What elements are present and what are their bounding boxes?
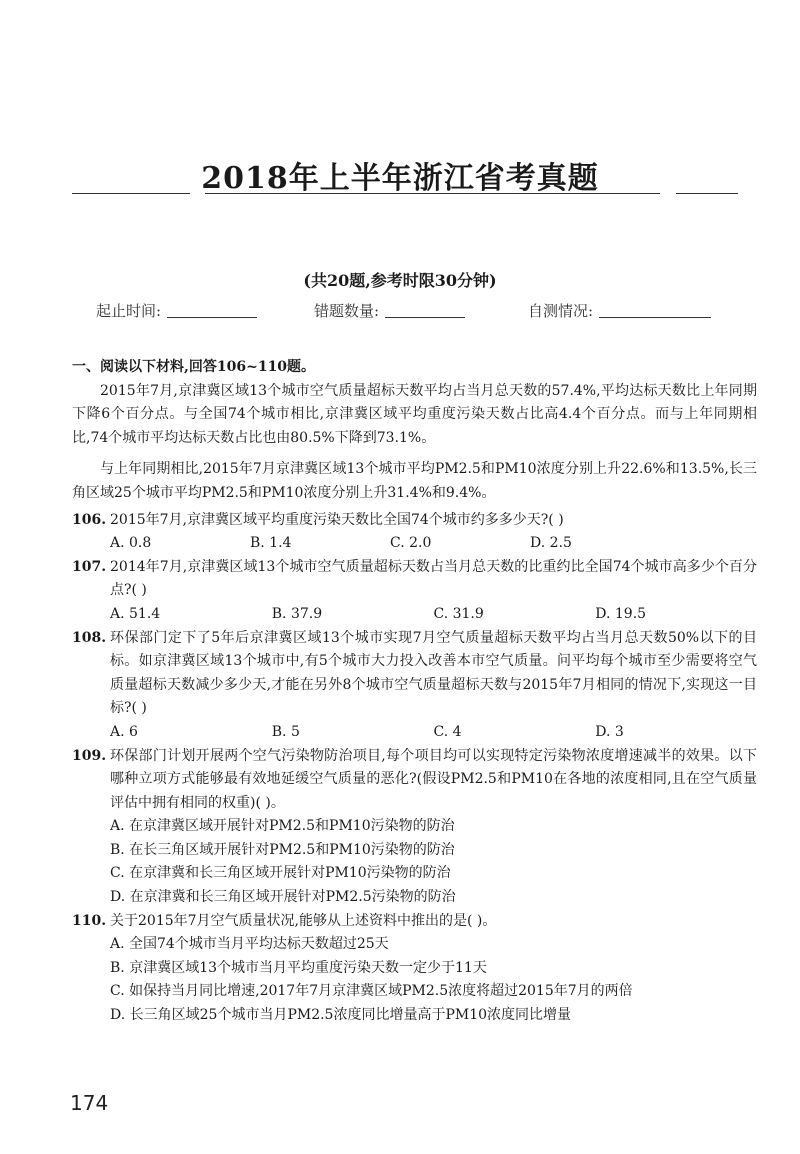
- question-text: 环保部门定下了5年后京津冀区域13个城市实现7月空气质量超标天数平均占当月总天数50%以下的目标。如京津冀区域13个城市中,有5个城市大力投入改善本市空气质量。问平均每个城市至少需要将空气质量超标天数减少多少天,才能在另外8个城市空气质量超标天数与2015年7月相同的情况下,实现这一目标?( ): [110, 629, 757, 717]
- question-text: 关于2015年7月空气质量状况,能够从上述资料中推出的是( )。: [110, 912, 497, 929]
- option-c[interactable]: C. 如保持当月同比增速,2017年7月京津冀区域PM2.5浓度将超过2015年7月的两倍: [110, 983, 633, 1000]
- question-number: 108.: [72, 629, 107, 646]
- option-c[interactable]: C. 4: [433, 723, 462, 740]
- option-row: [72, 532, 757, 556]
- option-list: [72, 815, 757, 909]
- option-a[interactable]: A. 在京津冀区域开展针对PM2.5和PM10污染物的防治: [110, 818, 455, 835]
- self-eval-blank: [599, 317, 711, 318]
- question-110: [72, 910, 757, 1028]
- option-b[interactable]: B. 京津冀区域13个城市当月平均重度污染天数一定少于11天: [110, 959, 487, 976]
- option-b[interactable]: B. 37.9: [271, 605, 323, 622]
- question-text: 2015年7月,京津冀区域平均重度污染天数比全国74个城市约多多少天?( ): [110, 511, 564, 528]
- option-b[interactable]: B. 在长三角区域开展针对PM2.5和PM10污染物的防治: [110, 841, 455, 858]
- option-a[interactable]: A. 0.8: [110, 535, 152, 552]
- option-c[interactable]: C. 2.0: [390, 535, 432, 552]
- question-108: [72, 627, 757, 745]
- material-paragraph: 2015年7月,京津冀区域13个城市空气质量超标天数平均占当月总天数的57.4%,平均达标天数比上年同期下降6个百分点。与全国74个城市相比,京津冀区域平均重度污染天数占比高4.4个百分点。而与上年同期相比,74个城市平均达标天数占比也由80.5%下降到73.1%。: [72, 382, 757, 446]
- start-time-blank: [167, 317, 257, 318]
- error-count-label: 错题数量:: [314, 302, 380, 320]
- question-content: [72, 356, 757, 1028]
- option-a[interactable]: A. 51.4: [110, 605, 161, 622]
- option-b[interactable]: B. 5: [271, 723, 300, 740]
- start-time-field: [96, 300, 257, 321]
- option-d[interactable]: D. 19.5: [595, 605, 647, 622]
- option-row: [72, 603, 757, 627]
- question-number: 110.: [72, 912, 107, 929]
- page-number: 174: [70, 1091, 109, 1115]
- error-count-blank: [385, 317, 465, 318]
- question-number: 107.: [72, 558, 107, 575]
- option-d[interactable]: D. 在京津冀和长三角区域开展针对PM2.5污染物的防治: [110, 889, 456, 906]
- option-d[interactable]: D. 长三角区域25个城市当月PM2.5浓度同比增量高于PM10浓度同比增量: [110, 1007, 572, 1024]
- material-paragraph: 与上年同期相比,2015年7月京津冀区域13个城市平均PM2.5和PM10浓度分别上升22.6%和13.5%,长三角区域25个城市平均PM2.5和PM10浓度分别上升31.4%和9.4%。: [72, 461, 757, 501]
- option-c[interactable]: C. 在京津冀和长三角区域开展针对PM10污染物的防治: [110, 865, 451, 882]
- option-b[interactable]: B. 1.4: [250, 535, 292, 552]
- option-list: [72, 933, 757, 1027]
- page-subtitle: (共20题,参考时限30分钟): [303, 271, 497, 290]
- option-row: [72, 721, 757, 745]
- option-a[interactable]: A. 全国74个城市当月平均达标天数超过25天: [110, 936, 389, 953]
- question-text: 2014年7月,京津冀区域13个城市空气质量超标天数占当月总天数的比重约比全国74个城市高多少个百分点?( ): [110, 558, 757, 599]
- question-text: 环保部门计划开展两个空气污染物防治项目,每个项目均可以实现特定污染物浓度增速减半的效果。以下哪种立项方式能够最有效地延缓空气质量的恶化?(假设PM2.5和PM10在各地的浓度相同,且在空气质量评估中拥有相同的权重)( )。: [110, 747, 757, 811]
- question-number: 109.: [72, 747, 107, 764]
- question-106: [72, 509, 757, 556]
- error-count-field: [314, 300, 465, 321]
- title-rule-left: [72, 193, 190, 194]
- section-heading: 一、阅读以下材料,回答106~110题。: [72, 359, 316, 375]
- self-eval-field: [528, 300, 711, 321]
- page-title: 2018年上半年浙江省考真题: [201, 161, 599, 196]
- option-c[interactable]: C. 31.9: [433, 605, 484, 622]
- question-109: [72, 745, 757, 910]
- question-107: [72, 556, 757, 627]
- title-rule-right: [676, 193, 738, 194]
- question-number: 106.: [72, 511, 107, 528]
- self-eval-label: 自测情况:: [528, 302, 594, 320]
- title-rule-center: [205, 193, 660, 194]
- question-list: [72, 509, 757, 1028]
- option-d[interactable]: D. 3: [595, 723, 624, 740]
- option-a[interactable]: A. 6: [110, 723, 138, 740]
- option-d[interactable]: D. 2.5: [530, 535, 572, 552]
- start-time-label: 起止时间:: [96, 302, 162, 320]
